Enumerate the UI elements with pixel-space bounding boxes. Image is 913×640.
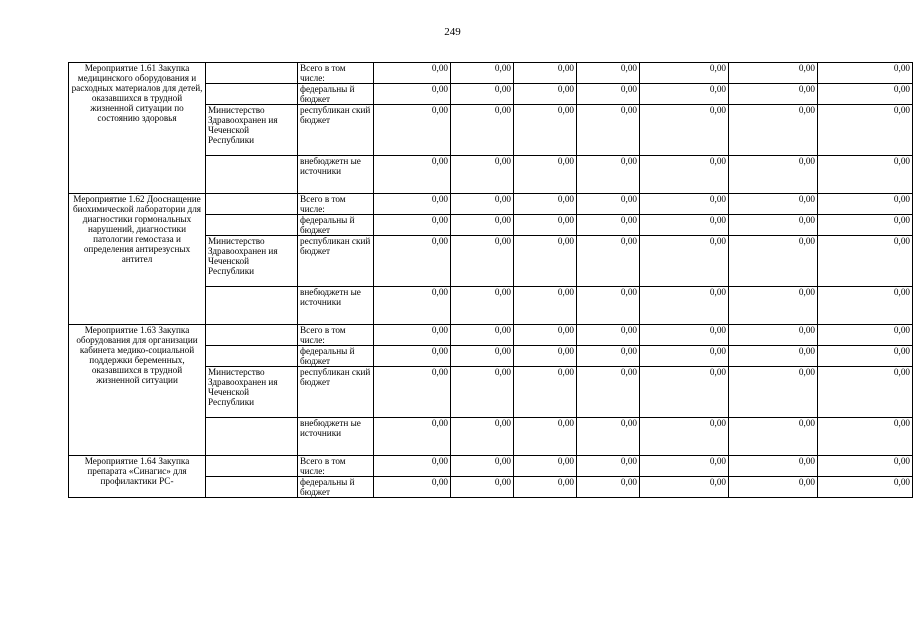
amount-cell: 0,00 — [818, 105, 913, 156]
amount-cell: 0,00 — [640, 367, 729, 418]
amount-cell: 0,00 — [451, 456, 514, 477]
measure-title-cell: Мероприятие 1.62 Дооснащение биохимической лаборатории для диагностики гормональных нарушений, диагностики патологии гемостаза и определения антирезусных антител — [69, 194, 206, 325]
amount-cell: 0,00 — [514, 194, 577, 215]
table-row — [69, 63, 913, 84]
amount-cell: 0,00 — [818, 477, 913, 498]
amount-cell: 0,00 — [577, 105, 640, 156]
amount-cell: 0,00 — [577, 287, 640, 325]
funding-source-cell: внебюджетн ые источники — [298, 418, 374, 456]
amount-cell: 0,00 — [640, 194, 729, 215]
amount-cell: 0,00 — [640, 418, 729, 456]
amount-cell: 0,00 — [374, 63, 451, 84]
amount-cell: 0,00 — [729, 418, 818, 456]
amount-cell: 0,00 — [514, 346, 577, 367]
amount-cell: 0,00 — [640, 84, 729, 105]
amount-cell: 0,00 — [514, 63, 577, 84]
executor-cell — [206, 287, 298, 325]
amount-cell: 0,00 — [729, 287, 818, 325]
funding-source-cell: федеральны й бюджет — [298, 215, 374, 236]
measure-title-cell: Мероприятие 1.63 Закупка оборудования для организации кабинета медико-социальной поддержки беременных, оказавшихся в трудной жизненной ситуации — [69, 325, 206, 456]
table-row — [69, 194, 913, 215]
amount-cell: 0,00 — [514, 287, 577, 325]
amount-cell: 0,00 — [451, 287, 514, 325]
amount-cell: 0,00 — [577, 156, 640, 194]
amount-cell: 0,00 — [451, 84, 514, 105]
executor-cell — [206, 156, 298, 194]
executor-cell — [206, 84, 298, 105]
amount-cell: 0,00 — [577, 367, 640, 418]
amount-cell: 0,00 — [451, 156, 514, 194]
amount-cell: 0,00 — [451, 367, 514, 418]
executor-cell — [206, 194, 298, 215]
amount-cell: 0,00 — [451, 105, 514, 156]
amount-cell: 0,00 — [577, 236, 640, 287]
table-body — [69, 63, 913, 498]
amount-cell: 0,00 — [818, 63, 913, 84]
amount-cell: 0,00 — [640, 325, 729, 346]
amount-cell: 0,00 — [514, 367, 577, 418]
amount-cell: 0,00 — [729, 156, 818, 194]
executor-cell — [206, 325, 298, 346]
amount-cell: 0,00 — [818, 287, 913, 325]
executor-cell — [206, 477, 298, 498]
amount-cell: 0,00 — [514, 84, 577, 105]
amount-cell: 0,00 — [640, 105, 729, 156]
amount-cell: 0,00 — [374, 236, 451, 287]
amount-cell: 0,00 — [818, 456, 913, 477]
executor-cell: Министерство Здравоохранен ия Чеченской Республики — [206, 105, 298, 156]
amount-cell: 0,00 — [451, 63, 514, 84]
funding-source-cell: Всего в том числе: — [298, 456, 374, 477]
amount-cell: 0,00 — [374, 456, 451, 477]
amount-cell: 0,00 — [514, 105, 577, 156]
funding-source-cell: федеральны й бюджет — [298, 346, 374, 367]
amount-cell: 0,00 — [729, 194, 818, 215]
funding-source-cell: республикан ский бюджет — [298, 105, 374, 156]
executor-cell — [206, 63, 298, 84]
amount-cell: 0,00 — [514, 156, 577, 194]
amount-cell: 0,00 — [729, 346, 818, 367]
amount-cell: 0,00 — [374, 367, 451, 418]
measure-title-cell: Мероприятие 1.61 Закупка медицинского оборудования и расходных материалов для детей, оказавшихся в трудной жизненной ситуации по состоянию здоровья — [69, 63, 206, 194]
amount-cell: 0,00 — [451, 215, 514, 236]
amount-cell: 0,00 — [451, 325, 514, 346]
amount-cell: 0,00 — [451, 477, 514, 498]
executor-cell — [206, 456, 298, 477]
amount-cell: 0,00 — [374, 325, 451, 346]
amount-cell: 0,00 — [514, 456, 577, 477]
budget-table — [68, 62, 913, 498]
amount-cell: 0,00 — [818, 325, 913, 346]
executor-cell — [206, 215, 298, 236]
funding-source-cell: внебюджетн ые источники — [298, 156, 374, 194]
funding-source-cell: республикан ский бюджет — [298, 367, 374, 418]
measure-title-cell: Мероприятие 1.64 Закупка препарата «Синагис» для профилактики РС- — [69, 456, 206, 498]
amount-cell: 0,00 — [374, 215, 451, 236]
funding-source-cell: Всего в том числе: — [298, 63, 374, 84]
amount-cell: 0,00 — [729, 105, 818, 156]
amount-cell: 0,00 — [729, 325, 818, 346]
table-row — [69, 456, 913, 477]
funding-source-cell: Всего в том числе: — [298, 194, 374, 215]
amount-cell: 0,00 — [451, 194, 514, 215]
page-number: 249 — [444, 26, 461, 38]
funding-source-cell: Всего в том числе: — [298, 325, 374, 346]
amount-cell: 0,00 — [514, 418, 577, 456]
amount-cell: 0,00 — [729, 84, 818, 105]
amount-cell: 0,00 — [818, 236, 913, 287]
amount-cell: 0,00 — [729, 63, 818, 84]
amount-cell: 0,00 — [577, 456, 640, 477]
amount-cell: 0,00 — [729, 456, 818, 477]
amount-cell: 0,00 — [818, 156, 913, 194]
amount-cell: 0,00 — [818, 418, 913, 456]
executor-cell — [206, 346, 298, 367]
amount-cell: 0,00 — [577, 84, 640, 105]
funding-source-cell: республикан ский бюджет — [298, 236, 374, 287]
amount-cell: 0,00 — [514, 325, 577, 346]
amount-cell: 0,00 — [374, 84, 451, 105]
amount-cell: 0,00 — [640, 215, 729, 236]
amount-cell: 0,00 — [577, 63, 640, 84]
amount-cell: 0,00 — [640, 156, 729, 194]
amount-cell: 0,00 — [577, 418, 640, 456]
table-row — [69, 325, 913, 346]
amount-cell: 0,00 — [729, 477, 818, 498]
amount-cell: 0,00 — [729, 236, 818, 287]
amount-cell: 0,00 — [514, 236, 577, 287]
amount-cell: 0,00 — [374, 287, 451, 325]
amount-cell: 0,00 — [818, 194, 913, 215]
amount-cell: 0,00 — [640, 456, 729, 477]
amount-cell: 0,00 — [451, 418, 514, 456]
amount-cell: 0,00 — [640, 346, 729, 367]
funding-source-cell: федеральны й бюджет — [298, 84, 374, 105]
amount-cell: 0,00 — [374, 418, 451, 456]
amount-cell: 0,00 — [729, 215, 818, 236]
amount-cell: 0,00 — [374, 105, 451, 156]
amount-cell: 0,00 — [577, 346, 640, 367]
amount-cell: 0,00 — [818, 215, 913, 236]
amount-cell: 0,00 — [577, 477, 640, 498]
executor-cell: Министерство Здравоохранен ия Чеченской Республики — [206, 367, 298, 418]
amount-cell: 0,00 — [577, 215, 640, 236]
amount-cell: 0,00 — [374, 156, 451, 194]
amount-cell: 0,00 — [374, 477, 451, 498]
amount-cell: 0,00 — [451, 346, 514, 367]
amount-cell: 0,00 — [514, 477, 577, 498]
amount-cell: 0,00 — [451, 236, 514, 287]
executor-cell: Министерство Здравоохранен ия Чеченской Республики — [206, 236, 298, 287]
amount-cell: 0,00 — [577, 325, 640, 346]
amount-cell: 0,00 — [818, 367, 913, 418]
amount-cell: 0,00 — [640, 236, 729, 287]
amount-cell: 0,00 — [818, 346, 913, 367]
amount-cell: 0,00 — [577, 194, 640, 215]
amount-cell: 0,00 — [640, 477, 729, 498]
amount-cell: 0,00 — [640, 287, 729, 325]
executor-cell — [206, 418, 298, 456]
amount-cell: 0,00 — [374, 194, 451, 215]
amount-cell: 0,00 — [729, 367, 818, 418]
amount-cell: 0,00 — [640, 63, 729, 84]
funding-source-cell: внебюджетн ые источники — [298, 287, 374, 325]
amount-cell: 0,00 — [818, 84, 913, 105]
amount-cell: 0,00 — [514, 215, 577, 236]
funding-source-cell: федеральны й бюджет — [298, 477, 374, 498]
amount-cell: 0,00 — [374, 346, 451, 367]
